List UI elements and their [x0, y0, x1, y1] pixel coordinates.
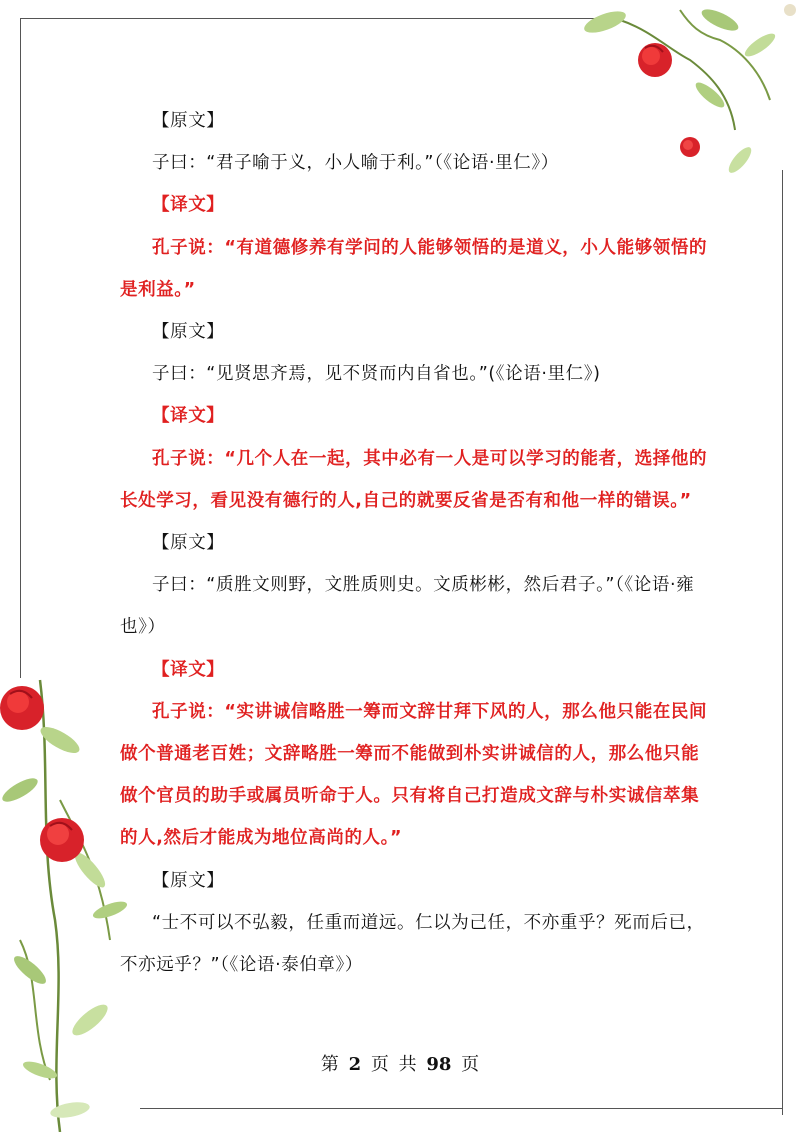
frame-top-line	[20, 18, 620, 19]
section-heading: 【译文】	[152, 659, 225, 680]
footer-mid: 页 共	[370, 1054, 417, 1075]
footer-suffix: 页	[461, 1054, 480, 1075]
frame-bottom-line	[140, 1108, 783, 1109]
paragraph-text: 孔子说：“几个人在一起，其中必有一人是可以学习的能者，选择他的长处学习，看见没有德行的人,自己的就要反省是否有和他一样的错误。”	[120, 448, 708, 511]
page-footer	[0, 1050, 800, 1076]
section-heading: 【译文】	[152, 406, 225, 427]
document-body	[120, 100, 710, 986]
frame-right-line	[782, 170, 783, 1115]
paragraph-text: 子曰：“君子喻于义，小人喻于利。”（《论语·里仁》）	[152, 153, 559, 174]
section-heading: 【原文】	[152, 111, 225, 131]
paragraph-text: 孔子说：“有道德修养有学问的人能够领悟的是道义，小人能够领悟的是利益。”	[120, 237, 708, 300]
section-heading: 【原文】	[152, 533, 225, 554]
section-heading: 【原文】	[152, 322, 225, 343]
section-heading: 【译文】	[152, 195, 225, 216]
paragraph-text: 子曰：“见贤思齐焉，见不贤而内自省也。”(《论语·里仁》)	[152, 364, 601, 385]
section-heading: 【原文】	[152, 870, 225, 891]
frame-left-line	[20, 18, 21, 678]
paragraph-text: 子曰：“质胜文则野，文胜质则史。文质彬彬，然后君子。”（《论语·雍也》）	[120, 575, 695, 638]
footer-page-number: 2	[348, 1054, 362, 1075]
paragraph-text: 孔子说：“实讲诚信略胜一筹而文辞甘拜下风的人，那么他只能在民间做个普通老百姓；文辞略胜一筹而不能做到朴实讲诚信的人，那么他只能做个官员的助手或属员听命于人。只有将自己打造成文辞与朴实诚信萃集的人,然后才能成为地位高尚的人。”	[120, 701, 708, 849]
paragraph-text: “士不可以不弘毅，任重而道远。仁以为己任，不亦重乎？死而后已，不亦远乎？”（《论语·泰伯章》）	[120, 912, 705, 976]
footer-prefix: 第	[320, 1054, 339, 1075]
footer-total-pages: 98	[426, 1054, 452, 1075]
